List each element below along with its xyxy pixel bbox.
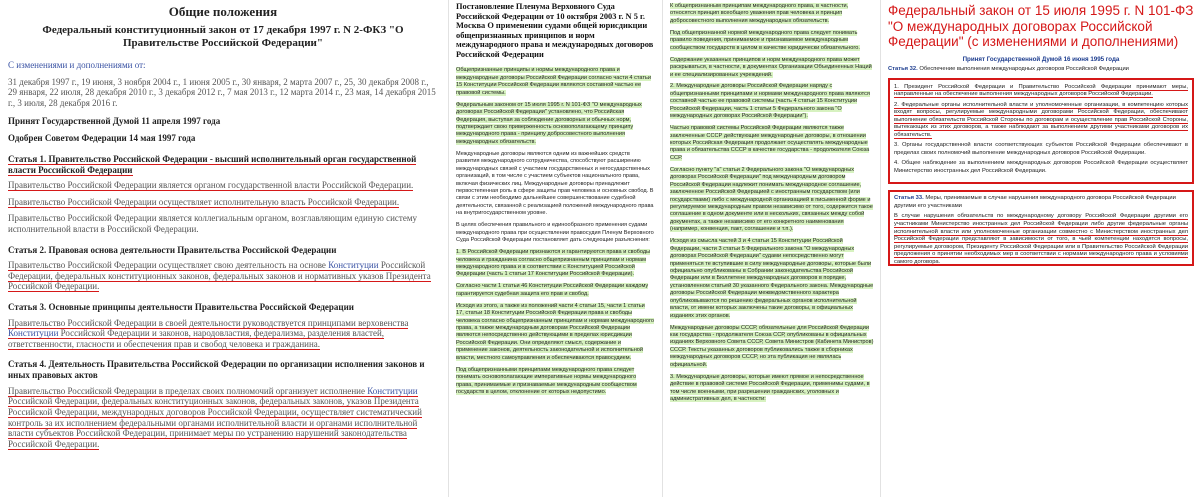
article-4-heading: Статья 4. Деятельность Правительства Российской Федерации по организации исполнения законов и иных правовых актов: [8, 359, 425, 381]
constitution-link[interactable]: Конституции: [367, 385, 418, 396]
resolution-paragraph: Согласно пункту "а" статьи 2 Федерального закона "О международных договорах Российской Федерации" под международным договором Российской Федерации надлежит понимать международное соглашение, заключенное Российской Федерацией с иностранным государством (или государствами) либо с международной организацией в письменной форме и регулируемое международным правом независимо от того, содержится такое соглашение в одном документе или в нескольких, связанных между собой документах, а также независимо от его конкретного наименования (например, конвенция, пакт, соглашение и т.п.).: [670, 166, 873, 233]
article-3-heading: Статья 3. Основные принципы деятельности Правительства Российской Федерации: [8, 302, 354, 313]
resolution-paragraph: Общепризнанные принципы и нормы международного права и международные договоры Российской Федерации согласно части 4 статьи 15 Конституции Российской Федерации являются составной частью ее правовой системы.: [456, 67, 651, 96]
resolution-paragraph: 1. В Российской Федерации признаются и гарантируются права и свободы человека и гражданина согласно общепризнанным принципам и нормам международного права и в соответствии с Конституцией Российской Федерации (часть 1 статьи 17 Конституции Российской Федерации).: [456, 249, 651, 278]
section-title: Общие положения: [168, 4, 278, 19]
constitution-link[interactable]: Конституции: [8, 328, 59, 339]
resolution-paragraph: Исходя из этого, а также из положений части 4 статьи 15, части 1 статьи 17, статьи 18 Конституции Российской Федерации права и свободы человека согласно общепризнанным принципам и нормам международного права, а также международным договорам Российской Федерации являются непосредственно действующими в пределах юрисдикции Российской Федерации. Они определяют смысл, содержание и применение законов, деятельность законодательной и исполнительной власти, местного самоуправления и обеспечиваются правосудием.: [456, 302, 654, 361]
resolution-paragraph: Международные договоры СССР, обязательные для Российской Федерации как государства - продолжателя Союза ССР, опубликованы в официальных изданиях Верховного Совета СССР, Совета Министров (Кабинета Министров) СССР. Тексты указанных договоров публиковались также в сборниках международных договоров СССР, но эта публикация не являлась официальной.: [670, 324, 874, 368]
resolution-paragraph: 2. Международные договоры Российской Федерации наряду с общепризнанными принципами и нормами международного права являются составной частью ее правовой системы (часть 4 статьи 15 Конституции Российской Федерации, часть 1 статьи 5 Федерального закона "О международных договорах Российской Федерации").: [670, 83, 870, 120]
resolution-paragraph: Под общепризнанной нормой международного права следует понимать правило поведения, принимаемое и признаваемое международным сообществом государств в целом в качестве юридически обязательного.: [670, 29, 860, 51]
article-3-paragraph: Правительство Российской Федерации в своей деятельности руководствуется принципами верховенства Конституции Российской Федерации и законов, народовластия, федерализма, разделения властей, ответственности, гласности и обеспечения прав и свобод человека и гражданина.: [8, 317, 409, 349]
constitution-link[interactable]: Конституции: [328, 260, 379, 271]
resolution-paragraph: Под общепризнанными принципами международного права следует понимать основополагающие императивные нормы международного права, принимаемые и признаваемые международным сообществом государств в целом, отклонение от которых недопустимо.: [456, 366, 637, 396]
resolution-paragraph: В целях обеспечения правильного и единообразного применения судами международного права при осуществлении правосудия Пленум Верховного Суда Российской Федерации постановляет дать следующие разъяснения:: [456, 222, 654, 244]
article-32-paragraph-4: 4. Общее наблюдение за выполнением международных договоров Российской Федерации осуществляет Министерство иностранных дел Российской Федерации.: [894, 160, 1188, 174]
resolution-paragraph: Содержание указанных принципов и норм международного права может раскрываться, в частности, в документах Организации Объединенных Наций и ее специализированных учреждений.: [670, 56, 872, 78]
article-1-paragraph-3: Правительство Российской Федерации является коллегиальным органом, возглавляющим единую систему исполнительной власти в Российской Федерации.: [8, 213, 418, 234]
article-4-paragraph: Правительство Российской Федерации в пределах своих полномочий организует исполнение Конституции Российской Федерации, федеральных конституционных законов, федеральных законов, указов Президента Российской Федерации, международных договоров Российской Федерации, осуществляет систематический контроль за их исполнением федеральными органами исполнительной власти и органами исполнительной власти субъектов Российской Федерации, принимает меры по устранению нарушений законодательства Российской Федерации.: [8, 385, 422, 449]
article-1-paragraph-2: Правительство Российской Федерации осуществляет исполнительную власть Российской Федерации.: [8, 196, 400, 207]
resolution-paragraph: Частью правовой системы Российской Федерации являются также заключенные СССР действующие международные договоры, в отношении которых Российская Федерация продолжает осуществлять международные права и обязательства СССР в качестве государства - продолжателя Союза ССР.: [670, 125, 870, 161]
article-1-paragraph-1: Правительство Российской Федерации является органом государственной власти Российской Федерации.: [8, 180, 414, 191]
article-32-paragraph-1: 1. Президент Российской Федерации и Правительство Российской Федерации принимают меры, направленные на обеспечение выполнения международных договоров Российской Федерации.: [894, 83, 1188, 98]
treaties-law-title: Федеральный закон от 15 июля 1995 г. N 101-ФЗ "О международных договорах Российской Федерации" (с изменениями и дополнениями): [888, 3, 1194, 50]
article-32-heading: Статья 32. Обеспечение выполнения международных договоров Российской Федерации: [888, 66, 1129, 73]
highlight-box-article-33: [888, 190, 1194, 266]
resolution-paragraph: Согласно части 1 статьи 46 Конституции Российской Федерации каждому гарантируется судебная защита его прав и свобод.: [456, 283, 649, 297]
adopted-line: Принят Государственной Думой 11 апреля 1997 года: [8, 115, 221, 126]
article-2-heading: Статья 2. Правовая основа деятельности Правительства Российской Федерации: [8, 244, 337, 255]
amendments-link[interactable]: С изменениями и дополнениями от:: [8, 60, 146, 71]
article-32-paragraph-2: 2. Федеральные органы исполнительной власти и уполномоченные организации, в компетенцию которых входят вопросы, регулируемые международными договорами Российской Федерации, обеспечивают выполнение обязательств Российской Стороны по договорам и осуществление прав Российской Стороны, вытекающих из этих договоров, а также наблюдают за выполнением другими участниками договоров их обязательств.: [894, 101, 1188, 138]
panel-plenum-resolution: [452, 0, 658, 497]
approved-line: Одобрен Советом Федерации 14 мая 1997 года: [8, 133, 196, 144]
article-1-heading: Статья 1. Правительство Российской Федерации - высший исполнительный орган государственной власти Российской Федерации: [8, 153, 417, 175]
panel-treaties-law: [884, 0, 1200, 497]
article-32-paragraph-3: 3. Органы государственной власти соответствующих субъектов Российской Федерации обеспечивают в пределах своих полномочий выполнение международных договоров Российской Федерации.: [894, 142, 1188, 156]
resolution-paragraph: К общепризнанным принципам международного права, в частности, относятся принцип всеобщего уважения прав человека и принцип добросовестного выполнения международных обязательств.: [670, 3, 849, 24]
resolution-paragraph: Международные договоры являются одним из важнейших средств развития международного сотрудничества, способствуют расширению международных связей с участием государственных и негосударственных организаций, в том числе с участием субъектов национального права, включая физических лиц. Международные договоры принадлежит первостепенная роль в сфере защиты прав человека и основных свобод. В связи с этим необходимо дальнейшее совершенствование судебной деятельности, связанной с реализацией положений международного права на внутригосударственном уровне.: [456, 150, 654, 217]
resolution-title: Постановление Пленума Верховного Суда Российской Федерации от 10 октября 2003 г. N 5 г. Москва О применении судами общей юрисдикции общепризнанных принципов и норм международного права и международных договоров Российской Федерации: [456, 2, 654, 59]
article-2-paragraph: Правительство Российской Федерации осуществляет свою деятельность на основе Конституции Российской Федерации, федеральных конституционных законов, федеральных законов и нормативных указов Президента Российской Федерации.: [8, 260, 431, 292]
resolution-paragraph: 3. Международные договоры, которые имеют прямое и непосредственное действие в правовой системе Российской Федерации, применимы судами, в том числе военными, при разрешении гражданских, уголовных и административных дел, в частности:: [670, 373, 870, 402]
panel-resolution-continued: [666, 0, 878, 497]
highlight-box-article-32: [888, 78, 1194, 185]
amendment-dates: 31 декабря 1997 г., 19 июня, 3 ноября 2004 г., 1 июня 2005 г., 30 января, 2 марта 2007 г., 25, 30 декабря 2008 г., 29 января, 22 июля, 28 декабря 2010 г., 3 декабря 2012 г., 7 мая 2013 г., 12 марта 2014 г., 23 мая, 14 декабря 2015 г., 3 июля, 28 декабря 2016 г.: [8, 76, 436, 109]
panel-divider: [880, 0, 881, 497]
resolution-paragraph: Исходя из смысла частей 3 и 4 статьи 15 Конституции Российской Федерации, части 3 статьи 5 Федерального закона "О международных договорах Российской Федерации" судами непосредственно могут применяться те вступившие в силу международные договоры, которые были официально опубликованы в Собрании законодательства Российской Федерации или в Бюллетене международных договоров в порядке, установленном статьей 30 указанного Федерального закона. Международные договоры Российской Федерации межведомственного характера опубликовываются по решению федеральных органов исполнительной власти, от имени которых заключены такие договоры, в официальных изданиях этих органов.: [670, 238, 874, 319]
law-title: Федеральный конституционный закон от 17 декабря 1997 г. N 2-ФКЗ "О Правительстве Российской Федерации": [42, 24, 404, 50]
panel-divider: [662, 0, 663, 497]
article-33-paragraph: В случае нарушения обязательств по международному договору Российской Федерации другими его участниками Министерство иностранных дел Российской Федерации либо другие федеральные органы исполнительной власти или уполномоченные организации совместно с Министерством иностранных дел Российской Федерации представляют в зависимости от того, в чьей компетенции находятся вопросы, регулируемые договором, Президенту Российской Федерации или в Правительство Российской Федерации предложения о принятии необходимых мер в соответствии с нормами международного права и условиями самого договора.: [894, 213, 1188, 265]
panel-divider: [448, 0, 449, 497]
article-33-heading: Статья 33. Меры, принимаемые в случае нарушения международного договора Российской Федерации другими его участниками: [894, 195, 1176, 209]
panel-government-law: [0, 0, 444, 497]
resolution-paragraph: Федеральным законом от 15 июля 1995 г. N 101-ФЗ "О международных договорах Российской Федерации" установлено, что Российская Федерация, выступая за соблюдение договорных и обычных норм, подтверждает свою приверженность основополагающему принципу международного права - принципу добросовестного выполнения международных обязательств.: [456, 101, 642, 145]
adopted-line: Принят Государственной Думой 16 июня 1995 года: [962, 55, 1120, 63]
